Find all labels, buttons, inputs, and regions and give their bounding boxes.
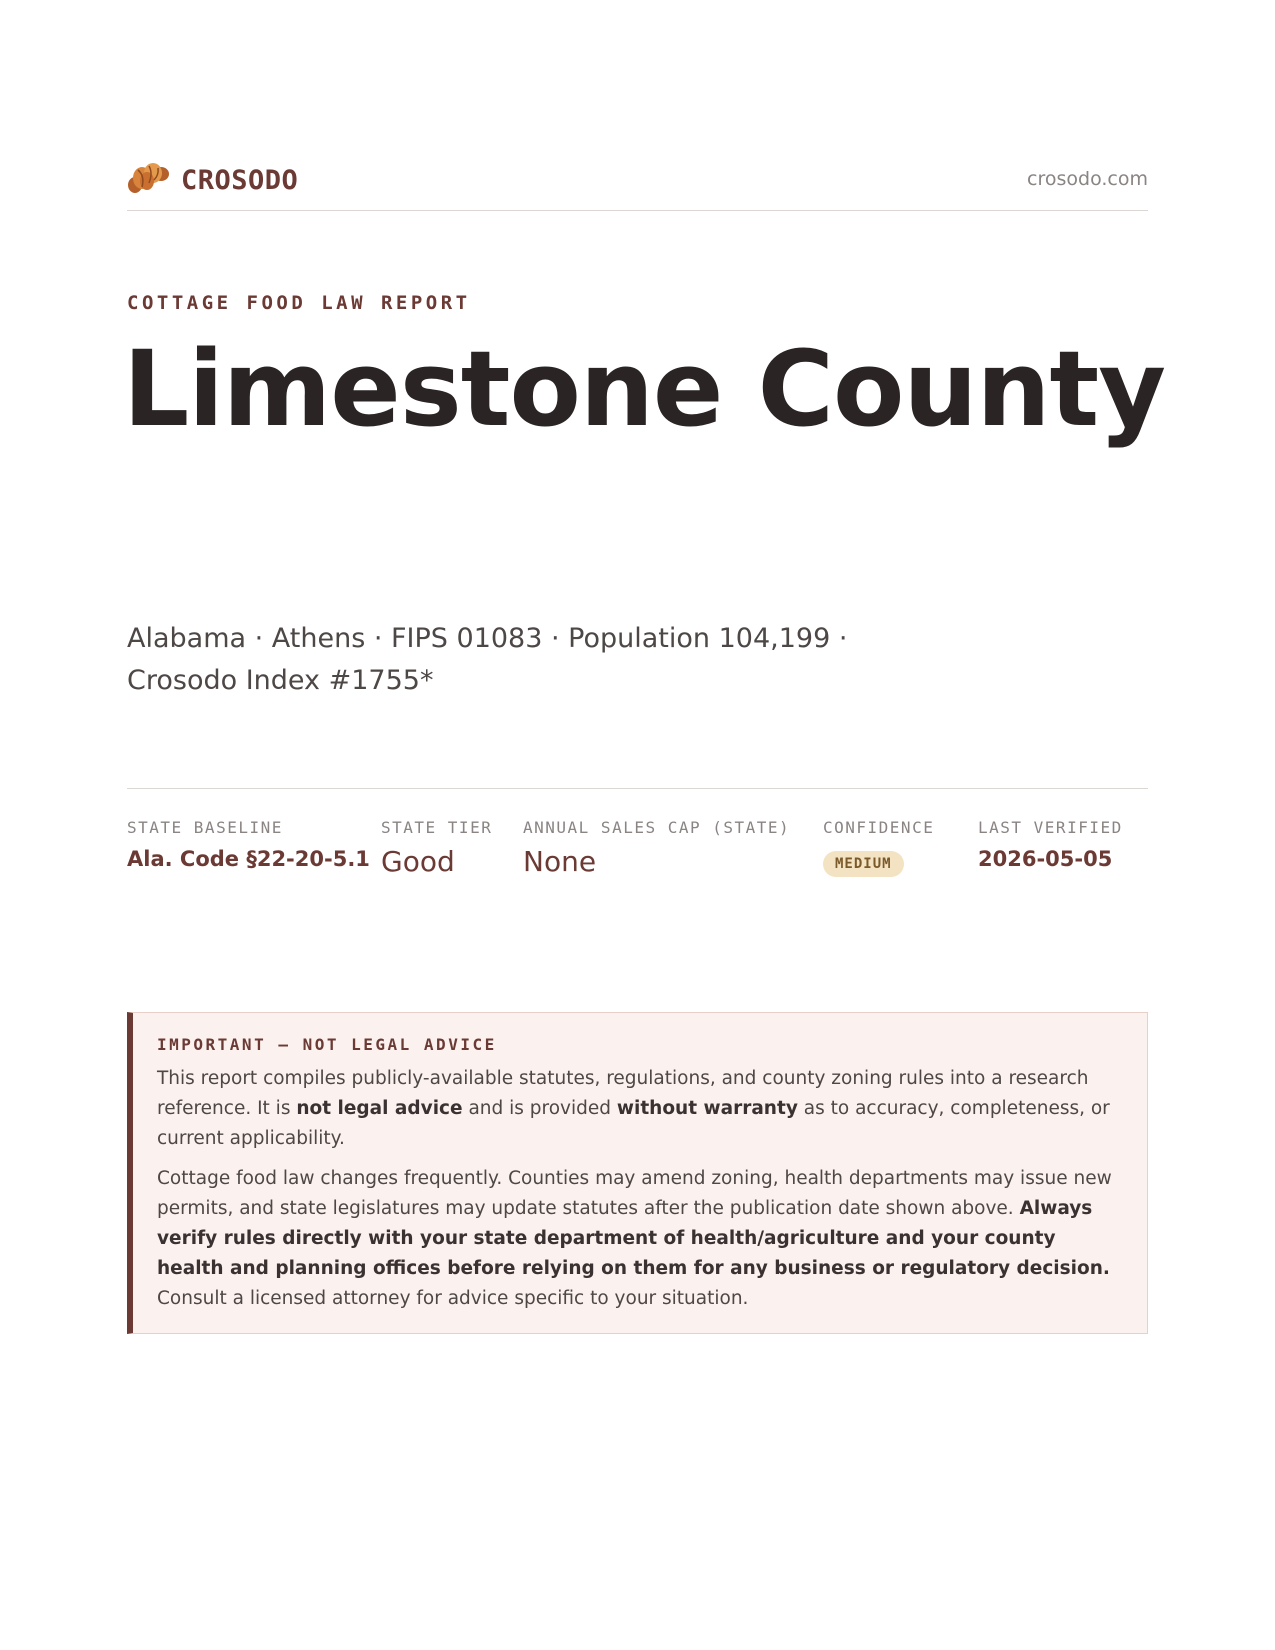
confidence-badge: MEDIUM — [823, 851, 904, 877]
brand-name: CROSODO — [181, 164, 299, 196]
stat-last-verified — [978, 818, 1123, 871]
page-title: Limestone County — [123, 328, 1166, 450]
report-page — [123, 0, 1166, 1650]
text-run: and is provided — [462, 1098, 617, 1119]
report-eyebrow: COTTAGE FOOD LAW REPORT — [127, 292, 471, 314]
legal-disclaimer — [127, 1012, 1148, 1334]
stat-value: None — [523, 845, 597, 878]
divider — [127, 788, 1148, 789]
brand[interactable] — [127, 161, 298, 199]
stat-confidence — [823, 818, 934, 877]
stat-label: LAST VERIFIED — [978, 818, 1123, 837]
stat-value: 2026-05-05 — [978, 847, 1113, 871]
text-run: This report compiles publicly-available statutes, regulations, and county zoning rules into a research reference. It is — [157, 1068, 1089, 1119]
county-subtitle — [127, 618, 887, 702]
stat-state-baseline — [127, 818, 370, 871]
site-url-link[interactable]: crosodo.com — [1027, 168, 1148, 190]
croissant-icon — [127, 161, 169, 199]
stat-label: ANNUAL SALES CAP (STATE) — [523, 818, 791, 837]
stat-label: CONFIDENCE — [823, 818, 935, 837]
subtitle-line: Alabama · Athens · FIPS 01083 · Population 104,199 · — [127, 623, 848, 654]
stat-label: STATE TIER — [381, 818, 493, 837]
text-run: Cottage food law changes frequently. Counties may amend zoning, health departments may issue new permits, and state legislatures may update statutes after the publication date shown above. — [157, 1168, 1112, 1219]
disclaimer-title: IMPORTANT — NOT LEGAL ADVICE — [157, 1035, 497, 1054]
disclaimer-paragraph — [157, 1164, 1123, 1314]
stat-value: Ala. Code §22-20-5.1 — [127, 847, 370, 871]
stat-state-tier — [381, 818, 492, 878]
stat-sales-cap — [523, 818, 790, 878]
text-run-bold: without warranty — [616, 1098, 798, 1119]
text-run: Consult a licensed attorney for advice specific to your situation. — [157, 1288, 749, 1309]
text-run: as to accuracy, completeness, or current applicability. — [157, 1098, 1110, 1149]
report-header — [127, 156, 1148, 211]
text-run-bold: Always verify rules directly with your state department of health/agriculture and your county health and planning offices before relying on them for any business or regulatory decision. — [157, 1198, 1110, 1279]
stat-label: STATE BASELINE — [127, 818, 283, 837]
text-run-bold: not legal advice — [296, 1098, 463, 1119]
subtitle-line: Crosodo Index #1755* — [127, 665, 434, 696]
disclaimer-paragraph — [157, 1064, 1123, 1154]
stat-value: Good — [381, 845, 455, 878]
